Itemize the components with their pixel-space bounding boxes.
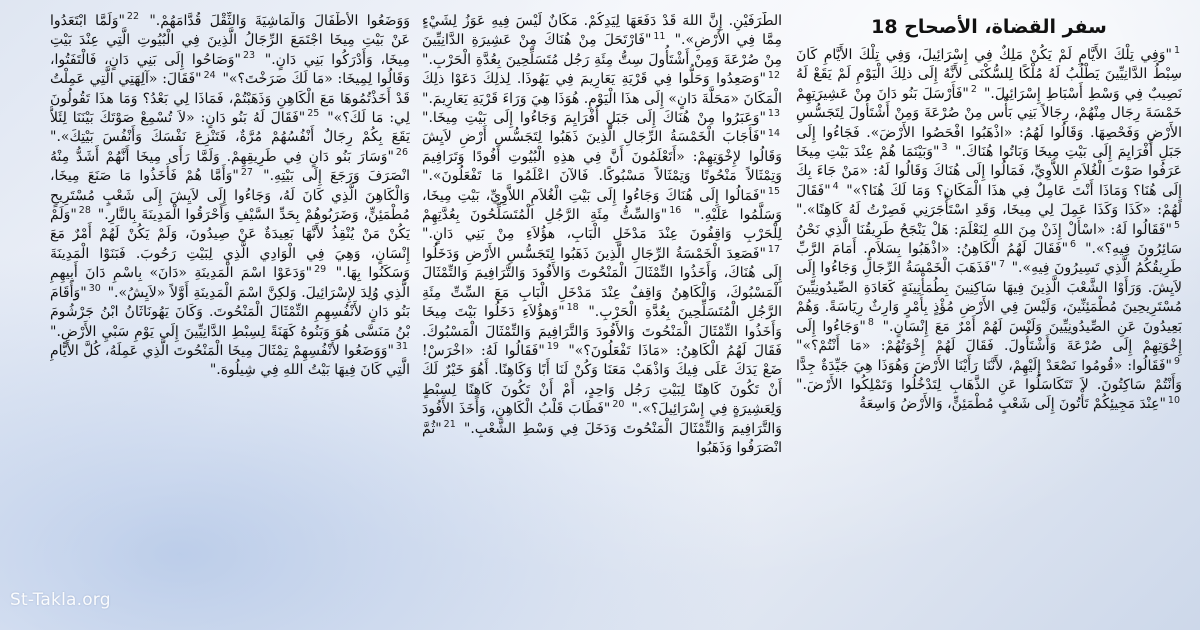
verse-text: "فَقَالَ: «آلِهَتِي الَّتِي عَمِلْتُ قَدْ أَخَذْتُمُوهَا مَعَ الْكَاهِنِ وَذَهَبْتُمْ، فَمَاذَا لِي بَعْدُ؟ وَمَا هذَا تَقُولُونَ لِي: مَا لَكَ؟»" bbox=[50, 71, 410, 127]
verse-text: "وَعَبَرُوا مِنْ هُنَاكَ إِلَى جَبَلِ أَفْرَايِمَ وَجَاءُوا إِلَى بَيْتِ مِيخَا." bbox=[422, 110, 766, 127]
verse-number: 22 bbox=[126, 12, 139, 23]
text-column-middle bbox=[422, 12, 782, 618]
verse bbox=[422, 129, 782, 184]
verse-number: 15 bbox=[767, 186, 780, 197]
verse-number: 5 bbox=[1173, 220, 1180, 231]
verse-text: "فَقَالُوا لَهُ: «اسْأَلْ إِذَنْ مِنَ اللهِ لِنَعْلَمَ: هَلْ يَنْجَحُ طَرِيقُنَا الَّذِي نَحْنُ سَائِرُونَ فِيهِ؟»." bbox=[796, 221, 1182, 258]
site-watermark: St-Takla.org bbox=[10, 590, 111, 610]
verse-text: "وَلَمَّا ابْتَعَدُوا عَنْ بَيْتِ مِيخَا اجْتَمَعَ الرِّجَالُ الَّذِينَ فِي الْبُيُوتِ الَّتِي عِنْدَ بَيْتِ مِيخَا، وَأَدْرَكُوا بَنِي دَانٍ." bbox=[50, 13, 410, 68]
verse-text: "فَقَالَ لَهُمْ: «كَذَا وَكَذَا عَمِلَ لِي مِيخَا، وَقَدِ اسْتَأْجَرَنِي فَصِرْتُ لَهُ كَاهِنًا»." bbox=[796, 182, 1182, 219]
verse-number: 23 bbox=[242, 50, 256, 62]
verse-text: "فَذَهَبَ الْخَمْسَةُ الرِّجَالِ وَجَاءُوا إِلَى لاَيِشَ. وَرَأَوْا الشَّعْبَ الَّذِينَ فِيهَا سَاكِنِينَ بِطُمَأْنِينَةٍ كَعَادَةِ الصِّيدُونِيِّينَ مُسْتَرِيحِينَ مُطْمَئِنِّينَ، وَلَيْسَ فِي الأَرْضِ مُؤْذٍ بِأَمْرٍ وَارِثٌ رِيَاسَةً. وَهُمْ بَعِيدُونَ عَنِ الصِّيدُونِيِّينَ وَلَيْسَ لَهُمْ أَمْرٌ مَعَ إِنْسَانٍ." bbox=[796, 260, 1182, 335]
verse-text: "فَطَابَ قَلْبُ الْكَاهِنِ، وَأَخَذَ الأَفُودَ وَالتَّرَافِيمَ وَالتِّمْثَالَ الْمَنْحُوتَ وَدَخَلَ فِي وَسْطِ الشَّعْبِ." bbox=[422, 401, 782, 437]
verse-number: 4 bbox=[832, 181, 839, 193]
verse-text: "وَوَضَعُوا لأَنْفُسِهِمْ تِمْثَالَ مِيخَا الْمَنْحُوتَ الَّذِي عَمِلَهُ، كُلَّ الأَيَّامِ الَّتِي كَانَ فِيهَا بَيْتُ اللهِ فِي شِيلُوهَ." bbox=[50, 342, 410, 379]
verse-text: "فَأَرْسَلَ بَنُو دَانَ مِنْ عَشِيرَتِهِمْ خَمْسَةَ رِجَال مِنْهُمْ، رِجَالاً بَنِي بَأْس مِنْ صُرْعَةَ وَمِنْ أَشْتَأُولَ لِتَجَسُّسِ الأَرْضِ وَفَحْصِهَا. وَقَالُوا لَهُمُ: «اذْهَبُوا افْحَصُوا الأَرْضَ». فَجَاءُوا إِلَى جَبَلِ أَفْرَايِمَ إِلَى بَيْتِ مِيخَا وَبَاتُوا هُنَاكَ." bbox=[796, 85, 1182, 161]
verse-text: "وَفِي تِلْكَ الأَيَّامِ لَمْ يَكُنْ مَلِكٌ فِي إِسْرَائِيلَ، وَفِي تِلْكَ الأَيَّامِ كَانَ سِبْطُ الدَّانِيِّينَ يَطْلُبُ لَهُ مُلْكًا لِلسُّكْنَى لأَنَّهُ إِلَى ذلِكَ الْيَوْمِ لَمْ يَقَعْ لَهُ نَصِيبٌ فِي وَسْطِ أَسْبَاطِ إِسْرَائِيلَ." bbox=[796, 47, 1182, 102]
verse-text: "وَالسِّتُّ مِئَةِ الرَّجُلِ الْمُتَسَلِّحُونَ بِعُدَّتِهِمْ لِلْحَرْبِ وَاقِفُونَ عِنْدَ مَدْخَلِ الْبَابِ، هؤُلاَءِ مِنْ بَنِي دَانٍ." bbox=[422, 207, 782, 243]
verse bbox=[50, 343, 410, 378]
verse-text: "وَأَقَامَ بَنُو دَانٍ لأَنْفُسِهِمِ التِّمْثَالَ الْمَنْحُوتَ. وَكَانَ يَهُونَاثَانُ ابْنُ جَرْشُومَ بْنُ مَنَسَّى هُوَ وَبَنُوهُ كَهَنَةً لِسِبْطِ الدَّانِيِّينَ إِلَى يَوْمِ سَبْيِ الأَرْضِ." bbox=[50, 284, 410, 340]
text-column-left bbox=[50, 12, 410, 618]
verse-number: 11 bbox=[653, 30, 666, 42]
verse-number: 13 bbox=[767, 108, 780, 120]
verse-number: 30 bbox=[88, 283, 101, 295]
verse-number: 18 bbox=[566, 302, 579, 314]
verse-text: "وَجَاءُوا إِلَى إِخْوَتِهِمْ إِلَى صُرْعَةَ وَأَشْتَأُولَ. فَقَالَ لَهُمْ إِخْوَتُهُمْ: «مَا أَنْتُمْ؟»" bbox=[796, 318, 1182, 355]
verse-text: "فَقَالُوا لَهُ: «اخْرَسْ! ضَعْ يَدَكَ عَلَى فِيكَ وَاذْهَبْ مَعَنَا وَكُنْ لَنَا أَبًا وَكَاهِنًا. أَهُوَ خَيْرٌ لَكَ أَنْ تَكُونَ كَاهِنًا لِبَيْتِ رَجُل وَاحِدٍ، أَمْ أَنْ تَكُونَ كَاهِنًا لِسِبْطٍ وَلِعَشِيرَةٍ فِي إِسْرَائِيلَ؟»." bbox=[422, 342, 782, 418]
verse-text: "عِنْدَ مَجِيئِكُمْ تَأْتُونَ إِلَى شَعْبٍ مُطْمَئِنٍّ، وَالأَرْضُ وَاسِعَةُ bbox=[859, 396, 1166, 413]
verse-text: "فَقَالُوا: «قُومُوا نَصْعَدْ إِلَيْهِمْ، لأَنَّنَا رَأَيْنَا الأَرْضَ وَهُوَذَا هِيَ جَيِّدَةٌ جِدًّا وَأَنْتُمْ سَاكِتُونَ. لاَ تَتَكَاسَلُوا عَنِ الذَّهَابِ لِتَدْخُلُوا وَتَمْلِكُوا الأَرْضَ." bbox=[796, 357, 1182, 393]
verse-number: 7 bbox=[998, 258, 1006, 270]
verse-number: 31 bbox=[395, 341, 408, 353]
verse bbox=[422, 71, 782, 106]
verse-text: "وَسَارَ بَنُو دَانٍ فِي طَرِيقِهِمْ. وَلَمَّا رَأَى مِيخَا أَنَّهُمْ أَشَدُّ مِنْهُ انْصَرَفَ وَرَجَعَ إِلَى بَيْتِهِ." bbox=[50, 148, 410, 185]
verse-text: "فَمَالُوا إِلَى هُنَاكَ وَجَاءُوا إِلَى بَيْتِ الْغُلاَمِ اللاَّوِيِّ، بَيْتِ مِيخَا، وَسَلَّمُوا عَلَيْهِ." bbox=[422, 187, 782, 224]
verse-number: 24 bbox=[203, 69, 216, 81]
verse bbox=[422, 110, 782, 126]
verse-text: "فَقَالَ لَهُمُ الْكَاهِنُ: «اذْهَبُوا بِسَلاَمٍ. أَمَامَ الرَّبِّ طَرِيقُكُمُ الَّذِي تَسِيرُونَ فِيهِ»." bbox=[796, 241, 1182, 277]
verse-number: 26 bbox=[395, 147, 408, 159]
verse-number: 14 bbox=[767, 127, 780, 139]
verse-text: "وَدَعَوْا اسْمَ الْمَدِينَةِ «دَانَ» بِاسْمِ دَانَ أَبِيهِمِ الَّذِي وُلِدَ لإِسْرَائِيلَ. وَلكِنَّ اسْمَ الْمَدِينَةِ أَوَّلاً «لاَيِشُ»." bbox=[50, 265, 410, 301]
chapter-title: سفر القضاة، الأصحاح 18 bbox=[871, 16, 1107, 38]
verse-text: وَوَضَعُوا الأَطْفَالَ وَالْمَاشِيَةَ وَالثِّقْلَ قُدَّامَهُمْ." bbox=[149, 13, 410, 29]
verse-text: "فَأَجَابَ الْخَمْسَةُ الرِّجَالِ الَّذِينَ ذَهَبُوا لِتَجَسُّسِ أَرْضِ لاَيِشَ وَقَالُوا لإِخْوَتِهِمْ: «أَتَعْلَمُونَ أَنَّ فِي هذِهِ الْبُيُوتِ أَفُودًا وَتَرَافِيمَ وَتِمْثَالاً مَنْحُوتًا وَتِمْثَالاً مَسْبُوكًا. فَالآنَ اعْلَمُوا مَا تَفْعَلُونَ»." bbox=[422, 129, 782, 185]
verse-text: "وَصَعِدُوا وَحَلُّوا فِي قَرْيَةِ يَعَارِيمَ فِي يَهُوذَا. لِذلِكَ دَعَوْا ذلِكَ الْمَكَانَ «مَحَلَّةَ دَانٍ» إِلَى هذَا الْيَوْمِ. هُوَذَا هِيَ وَرَاءَ قَرْيَةِ يَعَارِيمَ." bbox=[422, 71, 782, 107]
verse-number: 9 bbox=[1173, 355, 1180, 367]
verse-text: "فَصَعِدَ الْخَمْسَةُ الرِّجَالِ الَّذِينَ ذَهَبُوا لِتَجَسُّسِ الأَرْضِ وَدَخَلُوا إِلَى هُنَاكَ، وَأَخَذُوا التِّمْثَالَ الْمَنْحُوتَ وَالأَفُودَ وَالتَّرَافِيمَ وَالتِّمْثَالَ الْمَسْبُوكَ، وَالْكَاهِنُ وَاقِفٌ عِنْدَ مَدْخَلِ الْبَابِ مَعَ السِّتِّ مِئَةِ الرَّجُلِ الْمُتَسَلِّحِينَ بِعُدَّةِ الْحَرْبِ." bbox=[422, 245, 782, 321]
verse-text: "وَلَمْ يَكُنْ مَنْ يُنْقِذُ لأَنَّهَا بَعِيدَةٌ عَنْ صِيدُونَ، وَلَمْ يَكُنْ لَهُمْ أَمْرٌ مَعَ إِنْسَانٍ، وَهِيَ فِي الْوَادِي الَّذِي لِبَيْتِ رَحُوبَ. فَبَنَوْا الْمَدِينَةَ وَسَكَنُوا بِهَا." bbox=[50, 207, 410, 282]
verse-number: 28 bbox=[78, 205, 91, 217]
verse-text: "فَقَالَ لَهُ بَنُو دَانٍ: «لاَ تُسْمِعْ صَوْتَكَ بَيْنَنَا لِئَلاَّ يَقَعَ بِكُمْ رِجَالٌ أَنْفُسُهُمْ مُرَّةٌ، فَتَنْزِعَ نَفْسَكَ وَأَنْفُسَ بَيْتِكَ»." bbox=[50, 110, 410, 146]
verse bbox=[796, 355, 1182, 393]
verse-text: "وَصَاحُوا إِلَى بَنِي دَانٍ، فَالْتَفَتُوا، وَقَالُوا لِمِيخَا: «مَا لَكَ صَرَخْتَ؟»" bbox=[50, 51, 410, 88]
verse bbox=[859, 396, 1182, 412]
verse-number: 16 bbox=[669, 205, 682, 217]
verse-number: 17 bbox=[767, 244, 780, 256]
verse-text: "فَارْتَحَلَ مِنْ هُنَاكَ مِنْ عَشِيرَةِ الدَّانِيِّينَ مِنْ صُرْعَةَ وَمِنْ أَشْتَأُولَ سِتُّ مِئَةِ رَجُل مُتَسَلِّحِينَ بِعُدَّةِ الْحَرْبِ." bbox=[422, 32, 782, 68]
verse-number: 27 bbox=[240, 166, 253, 178]
verse-number: 20 bbox=[612, 399, 625, 411]
verse-number: 12 bbox=[767, 69, 780, 81]
verse-number: 2 bbox=[970, 84, 977, 96]
verse-number: 8 bbox=[867, 317, 874, 329]
verse-number: 21 bbox=[443, 418, 456, 430]
verse-number: 19 bbox=[546, 341, 559, 353]
verse-text: "وَأَمَّا هُمْ فَأَخَذُوا مَا صَنَعَ مِيخَا، وَالْكَاهِنَ الَّذِي كَانَ لَهُ، وَجَاءُوا إِلَى لاَيِشَ إِلَى شَعْبٍ مُسْتَرِيحٍ مُطْمَئِنٍّ، وَضَرَبُوهُمْ بِحَدِّ السَّيْفِ وَأَحْرَقُوا الْمَدِينَةَ بِالنَّارِ." bbox=[50, 168, 410, 224]
verse-text: "وَبَيْنَمَا هُمْ عِنْدَ بَيْتِ مِيخَا عَرَفُوا صَوْتَ الْغُلاَمِ اللاَّوِيِّ، فَمَالُوا إِلَى هُنَاكَ وَقَالُوا لَهُ: «مَنْ جَاءَ بِكَ إِلَى هُنَا؟ وَمَاذَا أَنْتَ عَامِلٌ فِي هذَا الْمَكَانِ؟ وَمَا لَكَ هُنَا؟»" bbox=[796, 144, 1182, 199]
verse-text: "ثُمَّ انْصَرَفُوا وَذَهَبُوا bbox=[422, 420, 782, 456]
verse-text: "وَهؤُلاَءِ دَخَلُوا بَيْتَ مِيخَا وَأَخَذُوا التِّمْثَالَ الْمَنْحُوتَ وَالأَفُودَ وَالتَّرَافِيمَ وَالتِّمْثَالَ الْمَسْبُوكَ. فَقَالَ لَهُمُ الْكَاهِنُ: «مَاذَا تَفْعَلُونَ؟»" bbox=[422, 304, 782, 359]
verse-number: 3 bbox=[941, 142, 948, 154]
text-column-right bbox=[796, 12, 1182, 618]
verse bbox=[149, 13, 410, 29]
verse-number: 25 bbox=[307, 108, 320, 120]
verse-number: 6 bbox=[1070, 239, 1077, 251]
verse-number: 29 bbox=[314, 263, 327, 275]
verse-number: 10 bbox=[1167, 394, 1180, 406]
verse-text: الطَّرَفَيْنِ. إِنَّ اللهَ قَدْ دَفَعَهَا لِيَدِكُمْ. مَكَانٌ لَيْسَ فِيهِ عَوَزُ لِشَيْءٍ مِمَّا فِي الأَرْضِ»." bbox=[422, 13, 782, 49]
verse-number: 1 bbox=[1173, 45, 1180, 57]
